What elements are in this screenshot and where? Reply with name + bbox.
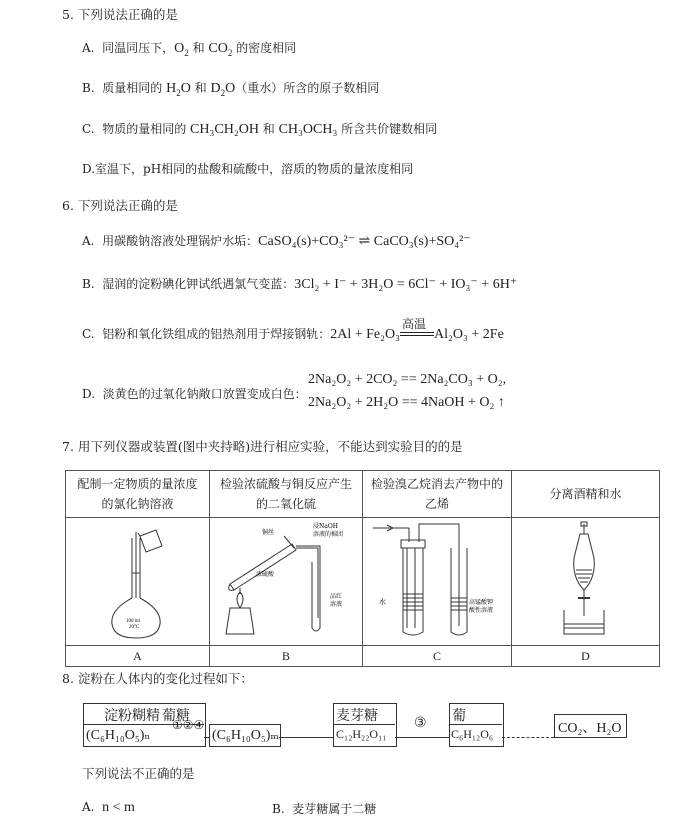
q6-stem: 6. 下列说法正确的是 [62, 198, 178, 213]
box4-top-text: 葡 [452, 709, 466, 724]
box5-text: CO₂、H₂O [558, 721, 622, 736]
magenta-label-2: 溶液 [330, 601, 343, 608]
q5-option-a: A. 同温同压下，$O_2$ 和 $CO_2$ 的密度相同 [82, 41, 297, 58]
condition-label: 高温 [402, 316, 427, 331]
step-3: ③ [414, 716, 427, 731]
label-d: D [512, 646, 660, 667]
figure-b-copper-acid [210, 518, 363, 646]
water-label: 水 [379, 598, 386, 606]
naoh-label-2: 溶液的棉团 [313, 531, 344, 538]
q6-option-b: B. 湿润的淀粉碘化钾试纸遇氯气变蓝：3Cl₂ + I⁻ + 3H₂O = 6Cl⁻ + IO₃⁻ + 6H⁺ [82, 277, 518, 292]
box4-bottom-text: C₆H₁₂O₆ [451, 727, 494, 741]
box1-top-text: 淀粉糊精 [104, 709, 160, 724]
magenta-label-1: 品红 [330, 593, 343, 600]
box1-bottom-text: (C₆H₁₀O₅)ₙ [86, 728, 151, 743]
copper-wire-label: 铜丝 [262, 529, 275, 536]
flask-temp-label: 20°C [129, 625, 140, 630]
q8-stem: 8. 淀粉在人体内的变化过程如下： [62, 671, 253, 686]
q6-option-d: D. 淡黄色的过氧化钠敞口放置变成白色： [82, 387, 307, 401]
q6-option-a: A. 用碳酸钠溶液处理锅炉水垢：CaSO₄(s)+CO₃²⁻ ⇌ CaCO₃(s)+SO₄²⁻ [82, 234, 471, 249]
figure-d-separatory-funnel [512, 518, 660, 646]
kmno4-label-2: 酸性溶液 [469, 607, 494, 614]
figure-a-volumetric-flask [66, 518, 210, 646]
kmno4-label-1: 高锰酸钾 [469, 599, 494, 606]
q5-option-d: D.室温下，pH相同的盐酸和硫酸中，溶质的物质的量浓度相同 [82, 162, 414, 176]
arrow-4 [502, 737, 554, 738]
step-124: ①②④ [172, 718, 205, 732]
q6-option-c: C. 铝粉和氧化铁组成的铝热剂用于焊接钢轨：2Al + Fe₂O₃ 高温 Al₂O₃ + 2Fe [82, 316, 504, 342]
label-b: B [210, 646, 363, 667]
arrow-2 [279, 737, 333, 738]
label-c: C [363, 646, 512, 667]
experiment-table [65, 470, 660, 667]
arrow-3 [395, 737, 449, 738]
header-a: 配制一定物质的量浓度 的氯化钠溶液 [66, 471, 210, 518]
header-c: 检验溴乙烷消去产物中的 乙烯 [363, 471, 512, 518]
q5-option-b: B. 质量相同的 $H_2O$ 和 $D_2O$（重水）所含的原子数相同 [82, 81, 380, 98]
q7-stem: 7. 用下列仪器或装置(图中夹持略)进行相应实验，不能达到实验目的的是 [62, 439, 463, 454]
naoh-label-1: 浸NaOH [313, 523, 338, 530]
label-a: A [66, 646, 210, 667]
sulfuric-acid-label: 浓硫酸 [256, 571, 275, 578]
q8-question: 下列说法不正确的是 [82, 766, 195, 781]
box2-bottom-text: (C₆H₁₀O₅)ₘ [212, 728, 279, 743]
header-d: 分离酒精和水 [512, 471, 660, 518]
q5-option-c: C. 物质的量相同的 CH₃CH₂OH 和 CH₃OCH₃ 所含共价键数相同 [82, 122, 438, 137]
q8-option-b: B. 麦芽糖属于二糖 [272, 802, 377, 816]
header-b: 检验浓硫酸与铜反应产生 的二氧化硫 [210, 471, 363, 518]
q8-option-a: A. n < m [82, 800, 135, 815]
box3-top-text: 麦芽糖 [336, 709, 378, 724]
box3-bottom-text: C₁₂H₂₂O₁₁ [336, 727, 387, 741]
figure-c-ethylene-test [363, 518, 512, 646]
q6-d-equation-2: 2Na₂O₂ + 2H₂O == 4NaOH + O₂ ↑ [308, 395, 505, 410]
q5-stem: 5. 下列说法正确的是 [62, 7, 178, 22]
box2-top-text: 葡糖 [162, 709, 190, 724]
flask-volume-label: 100 ml [126, 619, 141, 624]
q6-d-equation-1: 2Na₂O₂ + 2CO₂ == 2Na₂CO₃ + O₂, [308, 372, 507, 387]
